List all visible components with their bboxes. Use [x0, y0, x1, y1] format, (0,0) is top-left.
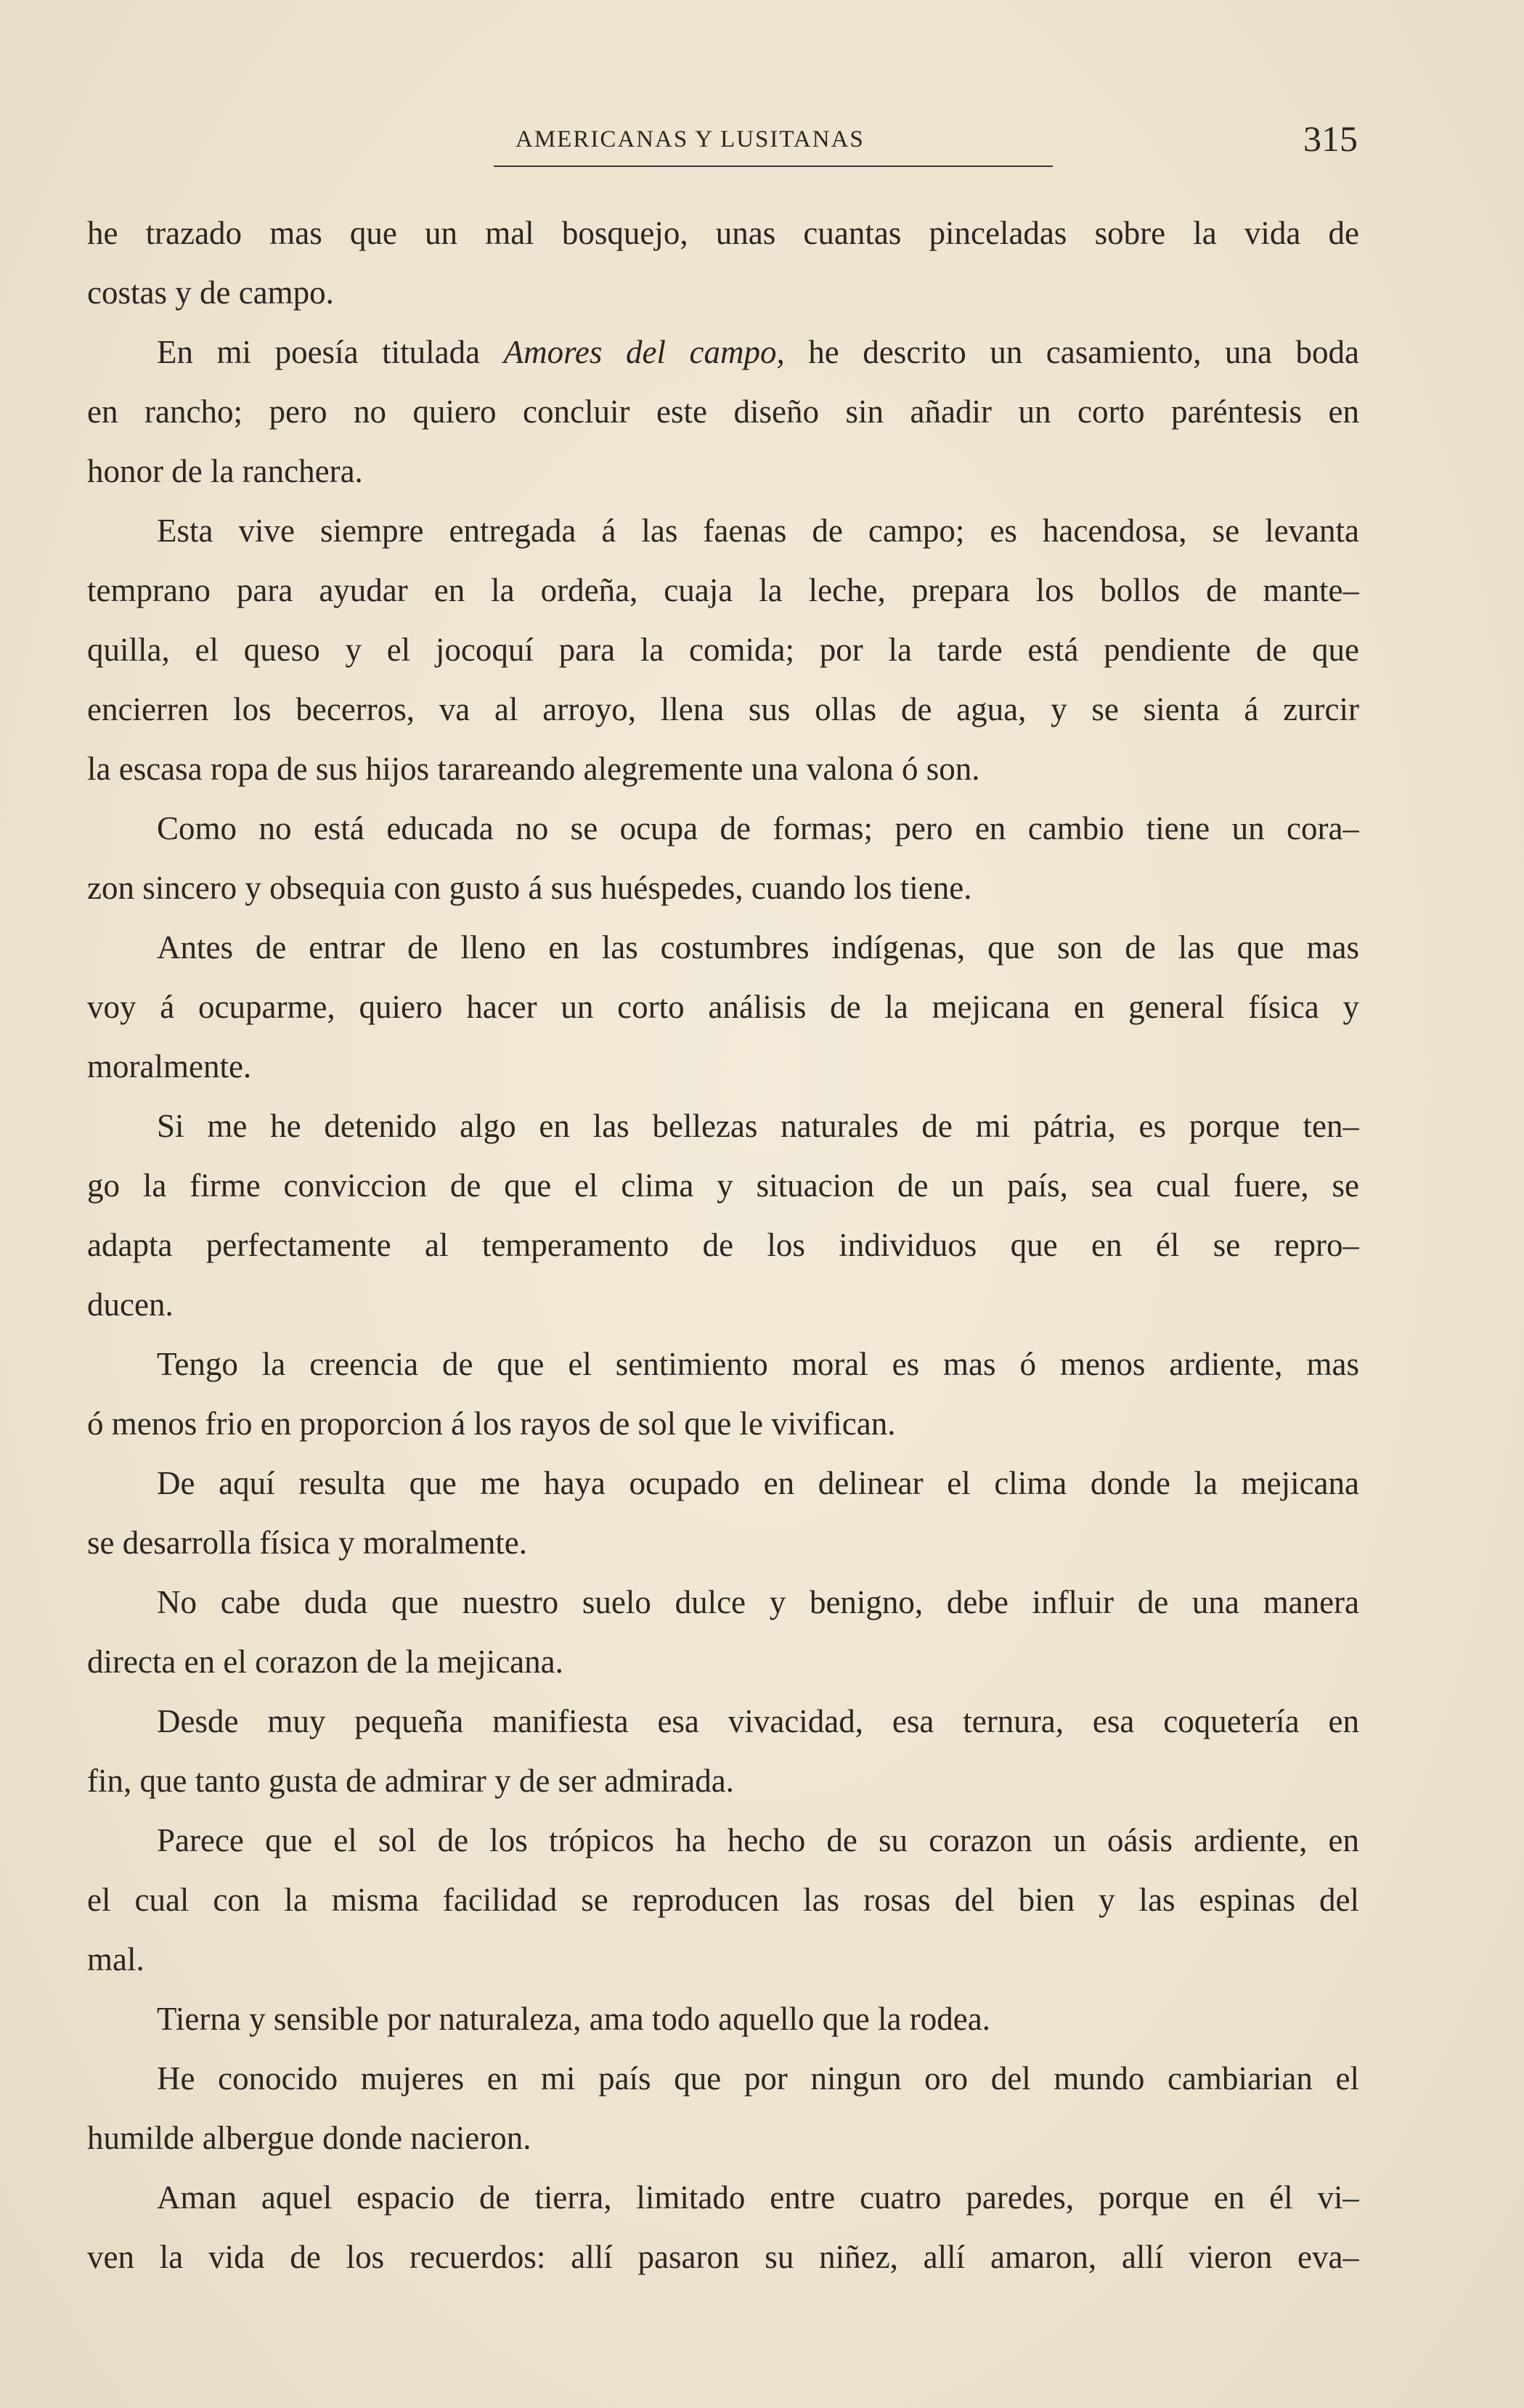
text-line: Si me he detenido algo en las bellezas naturales de mi pátria, es porque ten–	[157, 1108, 1359, 1144]
text-line: zon sincero y obsequia con gusto á sus huéspedes, cuando los tiene.	[87, 870, 972, 906]
text-line: directa en el corazon de la mejicana.	[87, 1644, 563, 1680]
text-line: mal.	[87, 1941, 144, 1978]
text-line: Esta vive siempre entregada á las faenas de campo; es hacendosa, se levanta	[157, 513, 1359, 549]
text-line: No cabe duda que nuestro suelo dulce y benigno, debe influir de una manera	[157, 1584, 1359, 1620]
text-line: En mi poesía titulada Amores del campo, he descrito un casamiento, una boda	[157, 334, 1359, 370]
text-line: ducen.	[87, 1286, 174, 1323]
text-line: Aman aquel espacio de tierra, limitado entre cuatro paredes, porque en él vi–	[157, 2179, 1359, 2216]
text-line: el cual con la misma facilidad se reproducen las rosas del bien y las espinas del	[87, 1882, 1359, 1918]
text-line: fin, que tanto gusta de admirar y de ser admirada.	[87, 1763, 734, 1799]
text-line: He conocido mujeres en mi país que por ningun oro del mundo cambiarian el	[157, 2060, 1359, 2097]
page-number: 315	[1303, 118, 1358, 159]
body-text	[87, 203, 1359, 2287]
text-line: go la firme conviccion de que el clima y situacion de un país, sea cual fuere, se	[87, 1167, 1359, 1204]
text-line: moralmente.	[87, 1048, 252, 1085]
text-line: humilde albergue donde nacieron.	[87, 2120, 531, 2156]
page-header	[87, 115, 1358, 173]
text-line: encierren los becerros, va al arroyo, llena sus ollas de agua, y se sienta á zurcir	[87, 691, 1359, 727]
text-line: la escasa ropa de sus hijos tarareando alegremente una valona ó son.	[87, 751, 980, 787]
text-line: Parece que el sol de los trópicos ha hecho de su corazon un oásis ardiente, en	[157, 1822, 1359, 1858]
running-title: AMERICANAS Y LUSITANAS	[516, 126, 865, 152]
text-line: De aquí resulta que me haya ocupado en delinear el clima donde la mejicana	[157, 1465, 1359, 1501]
text-line: Como no está educada no se ocupa de formas; pero en cambio tiene un cora–	[157, 810, 1359, 846]
text-line: honor de la ranchera.	[87, 453, 363, 489]
text-line: Antes de entrar de lleno en las costumbres indígenas, que son de las que mas	[157, 929, 1359, 966]
text-line: ven la vida de los recuerdos: allí pasaron su niñez, allí amaron, allí vieron eva–	[87, 2239, 1359, 2275]
header-rule	[494, 166, 1053, 167]
text-line: en rancho; pero no quiero concluir este diseño sin añadir un corto paréntesis en	[87, 393, 1359, 430]
text-line: adapta perfectamente al temperamento de los individuos que en él se repro–	[87, 1227, 1359, 1263]
text-line: he trazado mas que un mal bosquejo, unas cuantas pinceladas sobre la vida de	[87, 215, 1359, 251]
text-line: Desde muy pequeña manifiesta esa vivacidad, esa ternura, esa coquetería en	[157, 1703, 1359, 1739]
text-line: voy á ocuparme, quiero hacer un corto análisis de la mejicana en general física y	[87, 989, 1359, 1025]
text-line: se desarrolla física y moralmente.	[87, 1525, 528, 1561]
text-line: costas y de campo.	[87, 274, 334, 311]
text-line: temprano para ayudar en la ordeña, cuaja la leche, prepara los bollos de mante–	[87, 572, 1359, 608]
text-line: quilla, el queso y el jocoquí para la comida; por la tarde está pendiente de que	[87, 632, 1359, 668]
text-line: ó menos frio en proporcion á los rayos de sol que le vivifican.	[87, 1405, 896, 1442]
text-line: Tengo la creencia de que el sentimiento moral es mas ó menos ardiente, mas	[157, 1346, 1359, 1382]
text-line: Tierna y sensible por naturaleza, ama todo aquello que la rodea.	[157, 2001, 990, 2037]
poem-title: Amores del campo,	[503, 334, 785, 370]
